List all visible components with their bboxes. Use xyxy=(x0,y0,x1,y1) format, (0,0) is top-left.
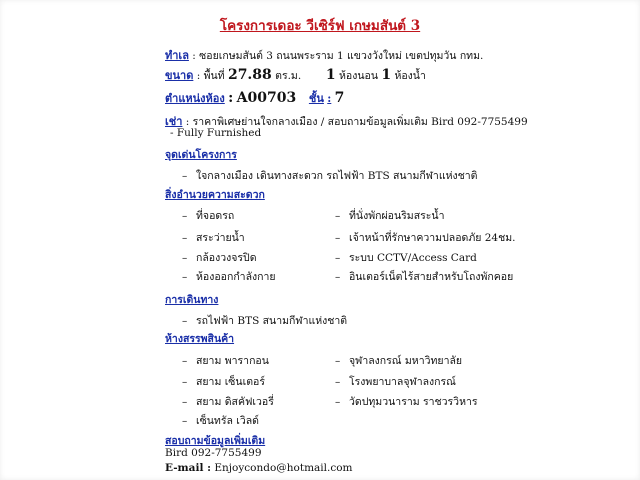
mall-right-item: – โรงพยาบาลจุฬาลงกรณ์ xyxy=(335,376,456,388)
email-label: E-mail : xyxy=(165,462,211,474)
mall-right-item: – วัดปทุมวนาราม ราชวรวิหาร xyxy=(335,396,478,408)
furnished-note: - Fully Furnished xyxy=(170,127,262,139)
room-colon: : xyxy=(228,90,234,106)
facility-left-item: – กล้องวงจรปิด xyxy=(182,252,257,264)
malls-heading: ห้างสรรพสินค้า xyxy=(165,333,235,345)
mall-left-item: – สยาม เซ็นเตอร์ xyxy=(182,376,265,388)
size-unit: ตร.ม. xyxy=(275,70,302,82)
mall-left-item: – เซ็นทรัล เวิลด์ xyxy=(182,415,259,427)
size-row xyxy=(165,66,426,84)
size-label: ขนาด xyxy=(165,69,194,82)
floor-colon: : xyxy=(327,92,332,105)
location-label: ทำเล xyxy=(165,49,189,62)
location-value: : ซอยเกษมสันต์ 3 ถนนพระราม 1 แขวงวังใหม่ เขตปทุมวัน กทม. xyxy=(192,50,484,62)
facility-right-item: – ที่นั่งพักผ่อนริมสระน้ำ xyxy=(335,210,445,222)
bedroom-text: ห้องนอน xyxy=(338,70,379,82)
transport-heading: การเดินทาง xyxy=(165,294,219,306)
contact-phone: Bird 092-7755499 xyxy=(165,447,262,459)
mall-left-item: – สยาม ดิสคัฟเวอรี่ xyxy=(182,396,274,408)
room-label: ตำแหน่งห้อง xyxy=(165,92,225,105)
contact-heading: สอบถามข้อมูลเพิ่มเติม xyxy=(165,435,266,447)
bathroom-count: 1 xyxy=(381,67,392,83)
rent-label: เช่า xyxy=(165,115,183,128)
location-row xyxy=(165,46,483,64)
highlights-heading: จุดเด่นโครงการ xyxy=(165,149,237,161)
contact-email-row xyxy=(165,462,353,474)
facility-right-item: – ระบบ CCTV/Access Card xyxy=(335,252,477,264)
floor-number: 7 xyxy=(334,90,345,106)
highlight-item: – ใจกลางเมือง เดินทางสะดวก รถไฟฟ้า BTS สนามกีฬาแห่งชาติ xyxy=(182,170,478,182)
bedroom-count: 1 xyxy=(325,67,336,83)
floor-label: ชั้น xyxy=(308,92,324,105)
size-area: 27.88 xyxy=(227,67,272,83)
room-row xyxy=(165,89,344,107)
page-title: โครงการเดอะ วีเซิร์ฟ เกษมสันต์ 3 xyxy=(219,18,421,34)
facility-right-item: – อินเตอร์เน็ตไร้สายสำหรับโถงพักคอย xyxy=(335,271,514,283)
transport-item: – รถไฟฟ้า BTS สนามกีฬาแห่งชาติ xyxy=(182,315,348,327)
email-address: Enjoycondo@hotmail.com xyxy=(214,462,353,474)
facility-right-item: – เจ้าหน้าที่รักษาความปลอดภัย 24ชม. xyxy=(335,232,516,244)
facility-left-item: – ห้องออกกำลังกาย xyxy=(182,271,276,283)
bathroom-text: ห้องน้ำ xyxy=(394,70,426,82)
facility-left-item: – ที่จอดรถ xyxy=(182,210,235,222)
mall-left-item: – สยาม พารากอน xyxy=(182,355,269,367)
facility-left-item: – สระว่ายน้ำ xyxy=(182,232,245,244)
facilities-heading: สิ่งอำนวยความสะดวก xyxy=(165,189,265,201)
mall-right-item: – จุฬาลงกรณ์ มหาวิทยาลัย xyxy=(335,355,463,367)
rent-value: : ราคาพิเศษย่านใจกลางเมือง / สอบถามข้อมูลเพิ่มเติม Bird 092-7755499 xyxy=(185,116,528,128)
room-number: A00703 xyxy=(236,90,297,106)
size-prefix: : พื้นที่ xyxy=(196,70,225,82)
